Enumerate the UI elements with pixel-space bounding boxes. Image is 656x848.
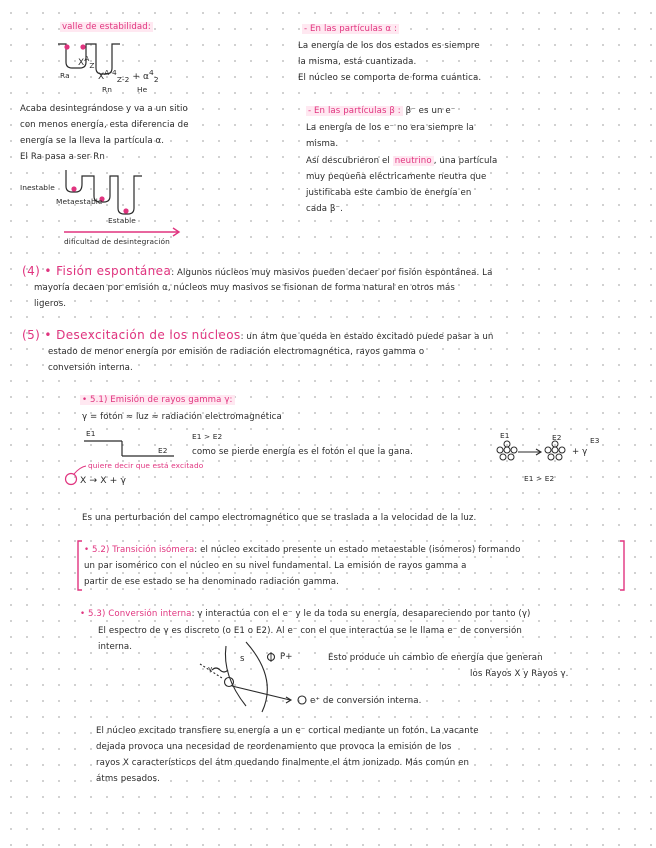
final-line-4: átms pesados. bbox=[96, 774, 160, 784]
neutrino-line: Así descubrieron el neutrino , una partícula bbox=[306, 156, 498, 166]
valley-ball-1 bbox=[64, 44, 69, 49]
alpha-line-3: El núcleo se comporta de forma cuántica. bbox=[298, 73, 482, 83]
s52-line-2: un par isomérico con el núcleo en su nivel fundamental. La emisión de rayos gamma a bbox=[84, 561, 467, 571]
r-e3: E3 bbox=[590, 436, 600, 445]
produce-line-1: Esto produce un cambio de energía que generan bbox=[328, 653, 543, 663]
decay-equation: $X^{A-4}_{Z-2} + \alpha^4_2$ bbox=[98, 68, 159, 84]
s53-line-3: interna. bbox=[98, 642, 133, 652]
difficulty-label: dificultad de desintegración bbox=[64, 237, 170, 246]
section4-line-2: mayoría decaen por emisión α, núcleos muy masivos se fisionan de forma natural en otros más bbox=[34, 283, 455, 293]
inestable-label: Inestable bbox=[20, 183, 55, 192]
section4-line-1: (4) • Fisión espontánea: Algunos núcleos muy masivos pueden decaer por fisión espontánea. La bbox=[22, 264, 493, 278]
neutrino-line-4: cada β⁻. bbox=[306, 204, 343, 214]
alpha-line-2: la misma, está cuantizada. bbox=[298, 57, 417, 67]
beta-note: β⁻ es un e⁻ bbox=[405, 106, 456, 116]
excited-x-circle bbox=[66, 474, 77, 485]
valle-para-4: El Ra pasa a ser Rn bbox=[20, 152, 105, 162]
econv-label: e⁺ de conversión interna. bbox=[310, 696, 422, 706]
valle-para-3: energía se la lleva la partícula α. bbox=[20, 136, 165, 146]
electron-out-circle bbox=[298, 696, 306, 704]
neutrino-line-3: justificaba este cambio de energía en bbox=[306, 188, 472, 198]
section5-line-3: conversión interna. bbox=[48, 363, 133, 373]
ra-label: Ra bbox=[60, 71, 70, 80]
s52-line-3: partir de ese estado se ha denominado radiación gamma. bbox=[84, 577, 340, 587]
s51-def: γ = fotón ≈ luz ≈ radiación electromagnética bbox=[82, 412, 282, 422]
final-line-2: dejada provoca una necesidad de reordenamiento que provoca la emisión de los bbox=[96, 742, 452, 752]
final-line-1: El núcleo excitado transfiere su energía a un e⁻ cortical mediante un fotón. La vacante bbox=[96, 726, 479, 736]
valle-para-2: con menos energía, esta diferencia de bbox=[20, 120, 189, 130]
r-e2: E2 bbox=[552, 433, 562, 442]
s53-line-1: • 5.3) Conversión interna: γ interactúa con el e⁻ y le da toda su energía, desapareciendo por tanto (γ) bbox=[80, 609, 531, 619]
atom-shells-diagram bbox=[200, 642, 291, 712]
final-line-3: rayos X característicos del átm quedando finalmente el átm ionizado. Más común en bbox=[96, 758, 470, 768]
alpha-line-1: La energía de los dos estados es siempre bbox=[298, 41, 480, 51]
section4-line-3: ligeros. bbox=[34, 299, 67, 309]
r-plus-gamma: + γ bbox=[572, 447, 588, 457]
neutrino-line-2: muy pequeña eléctricamente neutra que bbox=[306, 172, 487, 182]
s51-e1: E1 bbox=[86, 429, 96, 438]
he-label: He bbox=[137, 85, 148, 94]
x-nucleus-label: $X^A_Z$ bbox=[78, 54, 95, 70]
s52-line-1: • 5.2) Transición isómera: el núcleo excitado presente un estado metaestable (isómeros) formando bbox=[84, 545, 521, 555]
stability-ball-3 bbox=[123, 208, 128, 213]
beta-heading: - En las partículas β : bbox=[308, 106, 401, 116]
stability-ball-1 bbox=[71, 186, 76, 191]
s53-heading: • 5.3) Conversión interna bbox=[80, 609, 192, 619]
beta-heading-row bbox=[306, 104, 455, 118]
valle-para-1: Acaba desintegrándose y va a un sitio bbox=[20, 104, 188, 114]
r-e1-gt-e2: E1 > E2 bbox=[524, 474, 555, 483]
valley-ball-2 bbox=[80, 44, 85, 49]
metaestable-label: Metaestable bbox=[56, 197, 103, 206]
s51-e2: E2 bbox=[158, 446, 168, 455]
perturbation-line: Es una perturbación del campo electromagnético que se traslada a la velocidad de la luz. bbox=[82, 513, 477, 523]
p-plus-label: P+ bbox=[280, 652, 293, 662]
section4-title: (4) • Fisión espontánea bbox=[22, 264, 172, 278]
nucleus-arrow bbox=[518, 449, 541, 455]
beta-line-2: misma. bbox=[306, 139, 339, 149]
s51-gain-text: como se pierde energía es el fotón el que la gana. bbox=[192, 447, 413, 457]
produce-line-2: los Rayos X y Rayos γ. bbox=[470, 669, 569, 679]
s-label: s bbox=[240, 654, 245, 664]
gamma-reaction: X → X + γ bbox=[80, 475, 127, 486]
r-e1: E1 bbox=[500, 431, 510, 440]
s52-heading: • 5.2) Transición isómera bbox=[84, 545, 195, 555]
section5-line-2: estado de menor energía por emisión de radiación electromagnética, rayos gamma o bbox=[48, 347, 425, 357]
s53-line-2: El espectro de γ es discreto (o E1 o E2). Al e⁻ con el que interactúa se le llama e⁻ de conversión bbox=[98, 626, 522, 636]
beta-line-1: La energía de los e⁻ no era siempre la bbox=[306, 123, 474, 133]
gamma-incoming-label: γ bbox=[208, 664, 213, 673]
s51-heading: • 5.1) Emisión de rayos gamma γ: bbox=[82, 395, 233, 405]
section5-line-1: (5) • Desexcitación de los núcleos: un átm que queda en estado excitado puede pasar a un bbox=[22, 328, 494, 342]
s51-e1-gt-e2: E1 > E2 bbox=[192, 432, 223, 441]
section5-title: (5) • Desexcitación de los núcleos bbox=[22, 328, 241, 342]
neutrino-word: neutrino bbox=[394, 156, 432, 166]
excited-pointer-line bbox=[74, 466, 86, 474]
alpha-heading: - En las partículas α : bbox=[304, 24, 397, 34]
rn-label: Rn bbox=[102, 85, 113, 94]
valle-title: valle de estabilidad: bbox=[62, 22, 151, 32]
estable-label: Estable bbox=[108, 216, 136, 225]
excited-note: quiere decir que está excitado bbox=[88, 461, 204, 470]
